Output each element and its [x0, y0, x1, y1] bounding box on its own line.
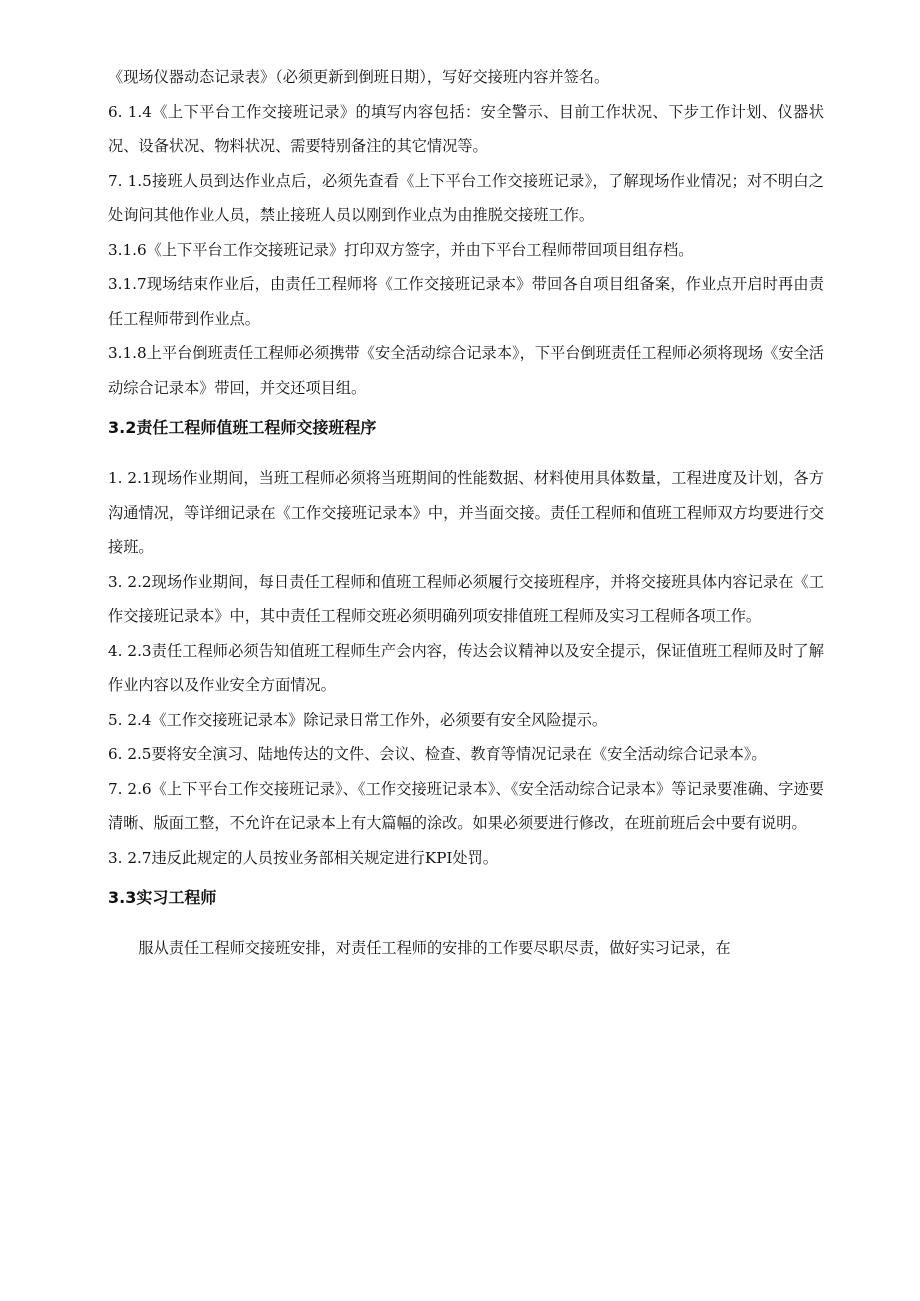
paragraph: 3. 2.2现场作业期间，每日责任工程师和值班工程师必须履行交接班程序，并将交接班具体内容记录在《工作交接班记录本》中，其中责任工程师交班必须明确列项安排值班工程师及实习工程师各项工作。 [108, 572, 824, 625]
paragraph: 1. 2.1现场作业期间，当班工程师必须将当班期间的性能数据、材料使用具体数量，工程进度及计划，各方沟通情况，等详细记录在《工作交接班记录本》中，并当面交接。责任工程师和值班工程师双方均要进行交接班。 [108, 469, 824, 556]
paragraph: 7. 2.6《上下平台工作交接班记录》、《工作交接班记录本》、《安全活动综合记录本》等记录要准确、字迹要清晰、版面工整，不允许在记录本上有大篇幅的涂改。如果必须要进行修改，在班前班后会中要有说明。 [108, 779, 824, 832]
document-body [108, 60, 824, 966]
paragraph: 3.1.7现场结束作业后，由责任工程师将《工作交接班记录本》带回各自项目组备案，作业点开启时再由责任工程师带到作业点。 [108, 275, 824, 328]
section-heading-3-2: 3.2责任工程师值班工程师交接班程序 [108, 418, 377, 437]
paragraph: 6. 2.5要将安全演习、陆地传达的文件、会议、检查、教育等情况记录在《安全活动综合记录本》。 [108, 745, 767, 763]
paragraph: 7. 1.5接班人员到达作业点后，必须先查看《上下平台工作交接班记录》，了解现场作业情况；对不明白之处询问其他作业人员，禁止接班人员以刚到作业点为由推脱交接班工作。 [108, 171, 824, 224]
paragraph: 4. 2.3责任工程师必须告知值班工程师生产会内容，传达会议精神以及安全提示，保证值班工程师及时了解作业内容以及作业安全方面情况。 [108, 641, 824, 694]
paragraph: 服从责任工程师交接班安排，对责任工程师的安排的工作要尽职尽责，做好实习记录，在 [138, 939, 731, 957]
paragraph: 3.1.8上平台倒班责任工程师必须携带《安全活动综合记录本》，下平台倒班责任工程师必须将现场《安全活动综合记录本》带回，并交还项目组。 [108, 344, 824, 397]
paragraph: 5. 2.4《工作交接班记录本》除记录日常工作外，必须要有安全风险提示。 [108, 710, 608, 729]
section-heading-3-3: 3.3实习工程师 [108, 888, 217, 907]
paragraph: 《现场仪器动态记录表》（必须更新到倒班日期），写好交接班内容并签名。 [108, 68, 610, 86]
paragraph: 3.1.6《上下平台工作交接班记录》打印双方签字，并由下平台工程师带回项目组存档。 [108, 240, 694, 259]
paragraph: 6. 1.4《上下平台工作交接班记录》的填写内容包括：安全警示、目前工作状况、下步工作计划、仪器状况、设备状况、物料状况、需要特别备注的其它情况等。 [108, 102, 824, 155]
paragraph: 3. 2.7违反此规定的人员按业务部相关规定进行KPI处罚。 [108, 848, 498, 867]
